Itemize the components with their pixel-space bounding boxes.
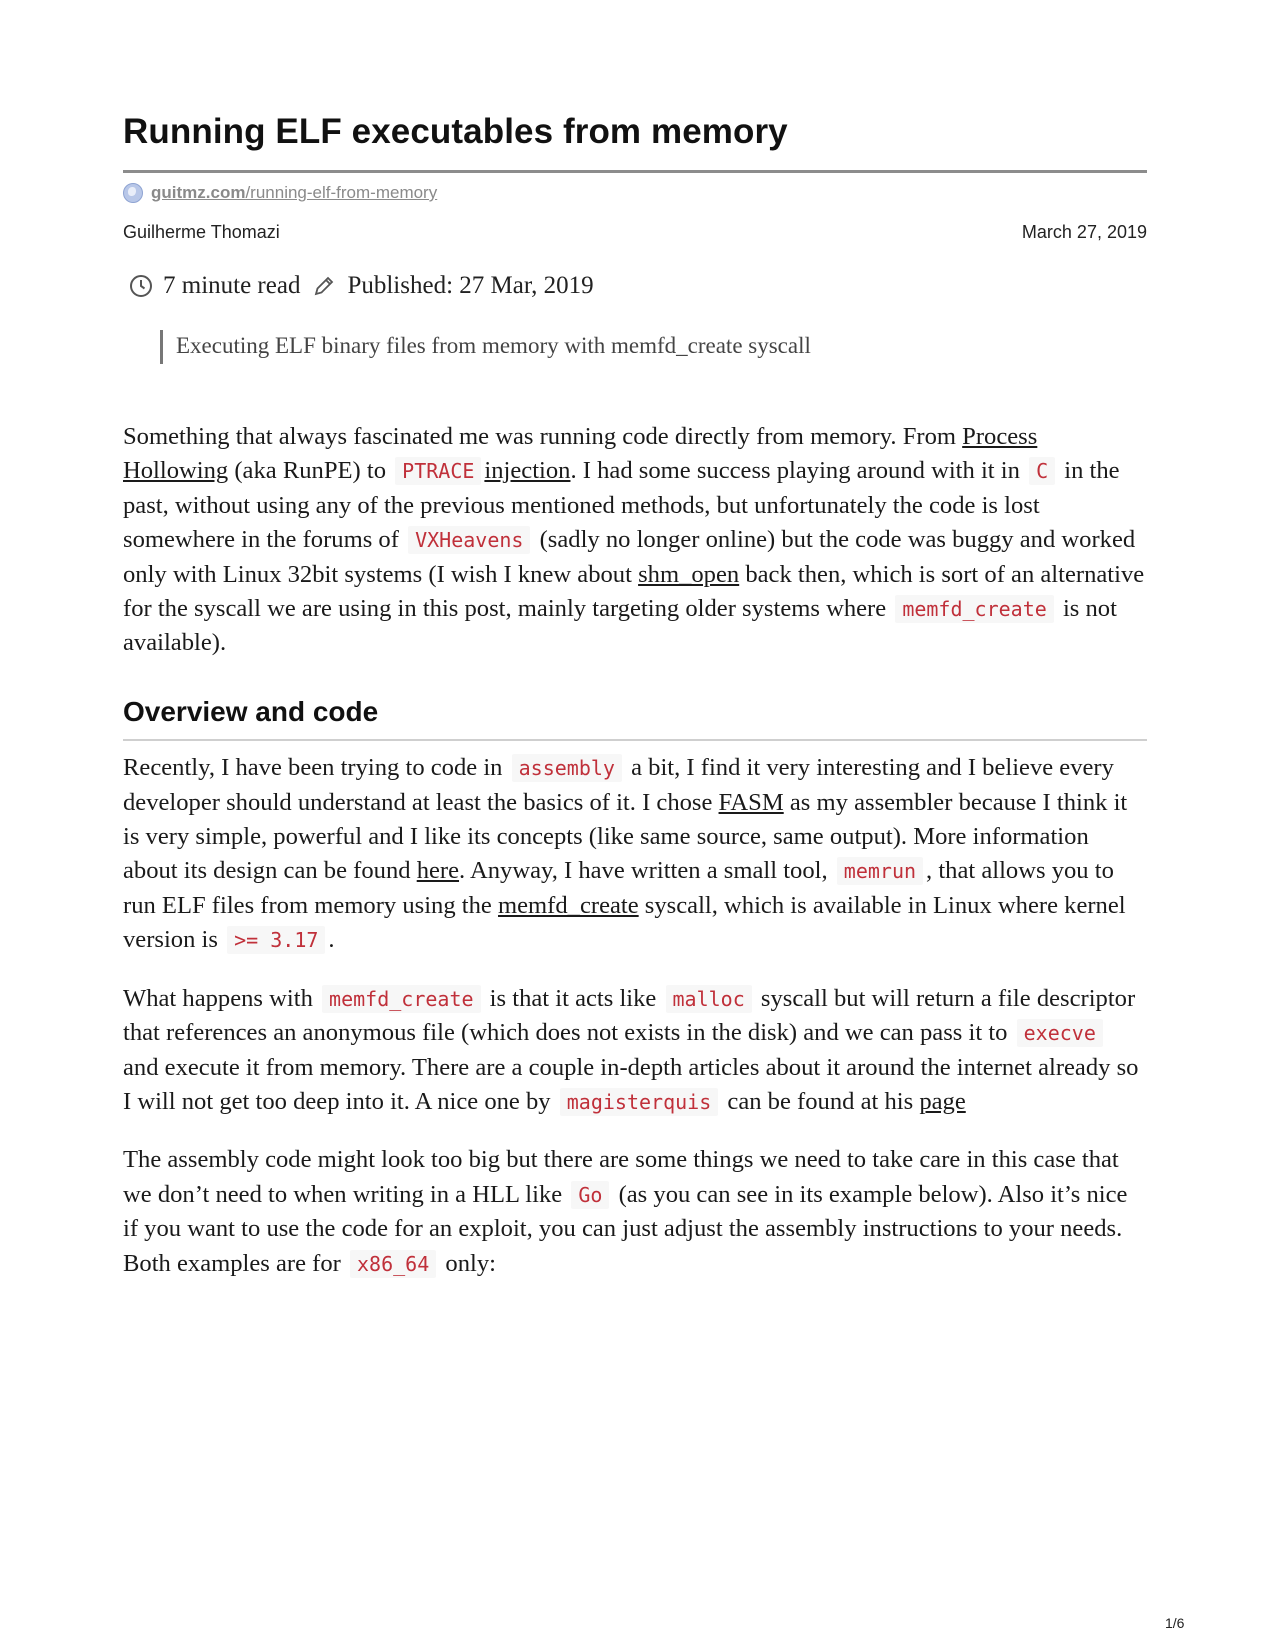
source-domain: guitmz.com [151, 183, 246, 202]
code-c: C [1029, 457, 1055, 485]
code-magisterquis: magisterquis [560, 1088, 719, 1116]
link-fasm[interactable]: FASM [718, 788, 784, 816]
pencil-icon [312, 274, 336, 298]
section-heading: Overview and code [123, 695, 1147, 741]
code-kernel-version: >= 3.17 [227, 926, 325, 954]
code-vxheavens: VXHeavens [408, 526, 530, 554]
link-memfd-create[interactable]: memfd_create [498, 891, 639, 919]
paragraph-memfd: What happens with memfd_create is that it acts like malloc syscall but will return a file descriptor that references an anonymous file (which does not exists in the disk) and we can pass it to execve and execute it from memory. There are a couple in-depth articles about it around the internet already so I will not get too deep into it. A nice one by magisterquis can be found at his page [123, 984, 1139, 1115]
link-page[interactable]: page [919, 1087, 966, 1115]
link-injection[interactable]: injection [484, 457, 571, 485]
paragraph-assembly: The assembly code might look too big but there are some things we need to take care in this case that we don’t need to when writing in a HLL like Go (as you can see in its example below). Also it’s nice if you want to use the code for an exploit, you can just adjust the assembly instructions to your needs. Both examples are for x86_64 only: [123, 1146, 1128, 1277]
author: Guilherme Thomazi [123, 222, 280, 242]
date: March 27, 2019 [1021, 222, 1147, 242]
byline [123, 222, 1147, 243]
source-path: /running-elf-from-memory [245, 183, 438, 202]
page-number: 1/6 [1165, 1615, 1185, 1631]
page-title: Running ELF executables from memory [123, 112, 788, 151]
code-go: Go [571, 1181, 609, 1209]
link-here[interactable]: here [416, 857, 460, 885]
read-info [129, 272, 594, 300]
code-malloc: malloc [666, 985, 752, 1013]
paragraph-intro: Something that always fascinated me was running code directly from memory. From Process Hollowing (aka RunPE) to PTRACE injection. I had some success playing around with it in C in the past, without using any of the previous mentioned methods, but unfortunately the code is lost somewhere in the forums of VXHeavens (sadly no longer online) but the code was buggy and worked only with Linux 32bit systems (I wish I knew about shm_open back then, which is sort of an alternative for the syscall we are using in this post, mainly targeting older systems where memfd_create is not available). [123, 423, 1145, 657]
paragraph-overview: Recently, I have been trying to code in assembly a bit, I find it very interesting and I believe every developer should understand at least the basics of it. I chose FASM as my assembler because I think it is very simple, powerful and I like its concepts (like same source, same output). More information about its design can be found here. Anyway, I have written a small tool, memrun , that allows you to run ELF files from memory using the memfd_create syscall, which is available in Linux where kernel version is >= 3.17 . [123, 754, 1128, 954]
link-process-hollowing[interactable]: Process Hollowing [123, 423, 1038, 485]
source-link-row [123, 183, 437, 203]
code-assembly: assembly [512, 754, 622, 782]
read-time: 7 minute read [163, 272, 301, 299]
subtitle-quote: Executing ELF binary files from memory with memfd_create syscall [160, 330, 811, 364]
code-memfd-create-2: memfd_create [322, 985, 481, 1013]
clock-icon [129, 274, 153, 298]
globe-icon [123, 183, 143, 203]
title-divider [123, 170, 1147, 173]
link-shm-open[interactable]: shm_open [638, 560, 740, 588]
code-execve: execve [1017, 1019, 1103, 1047]
article-body [123, 420, 1147, 1305]
source-link[interactable] [151, 183, 437, 203]
published-date: Published: 27 Mar, 2019 [347, 272, 594, 299]
code-x86-64: x86_64 [350, 1250, 436, 1278]
code-memrun: memrun [837, 857, 923, 885]
code-memfd-create: memfd_create [895, 595, 1054, 623]
code-ptrace: PTRACE [395, 457, 481, 485]
